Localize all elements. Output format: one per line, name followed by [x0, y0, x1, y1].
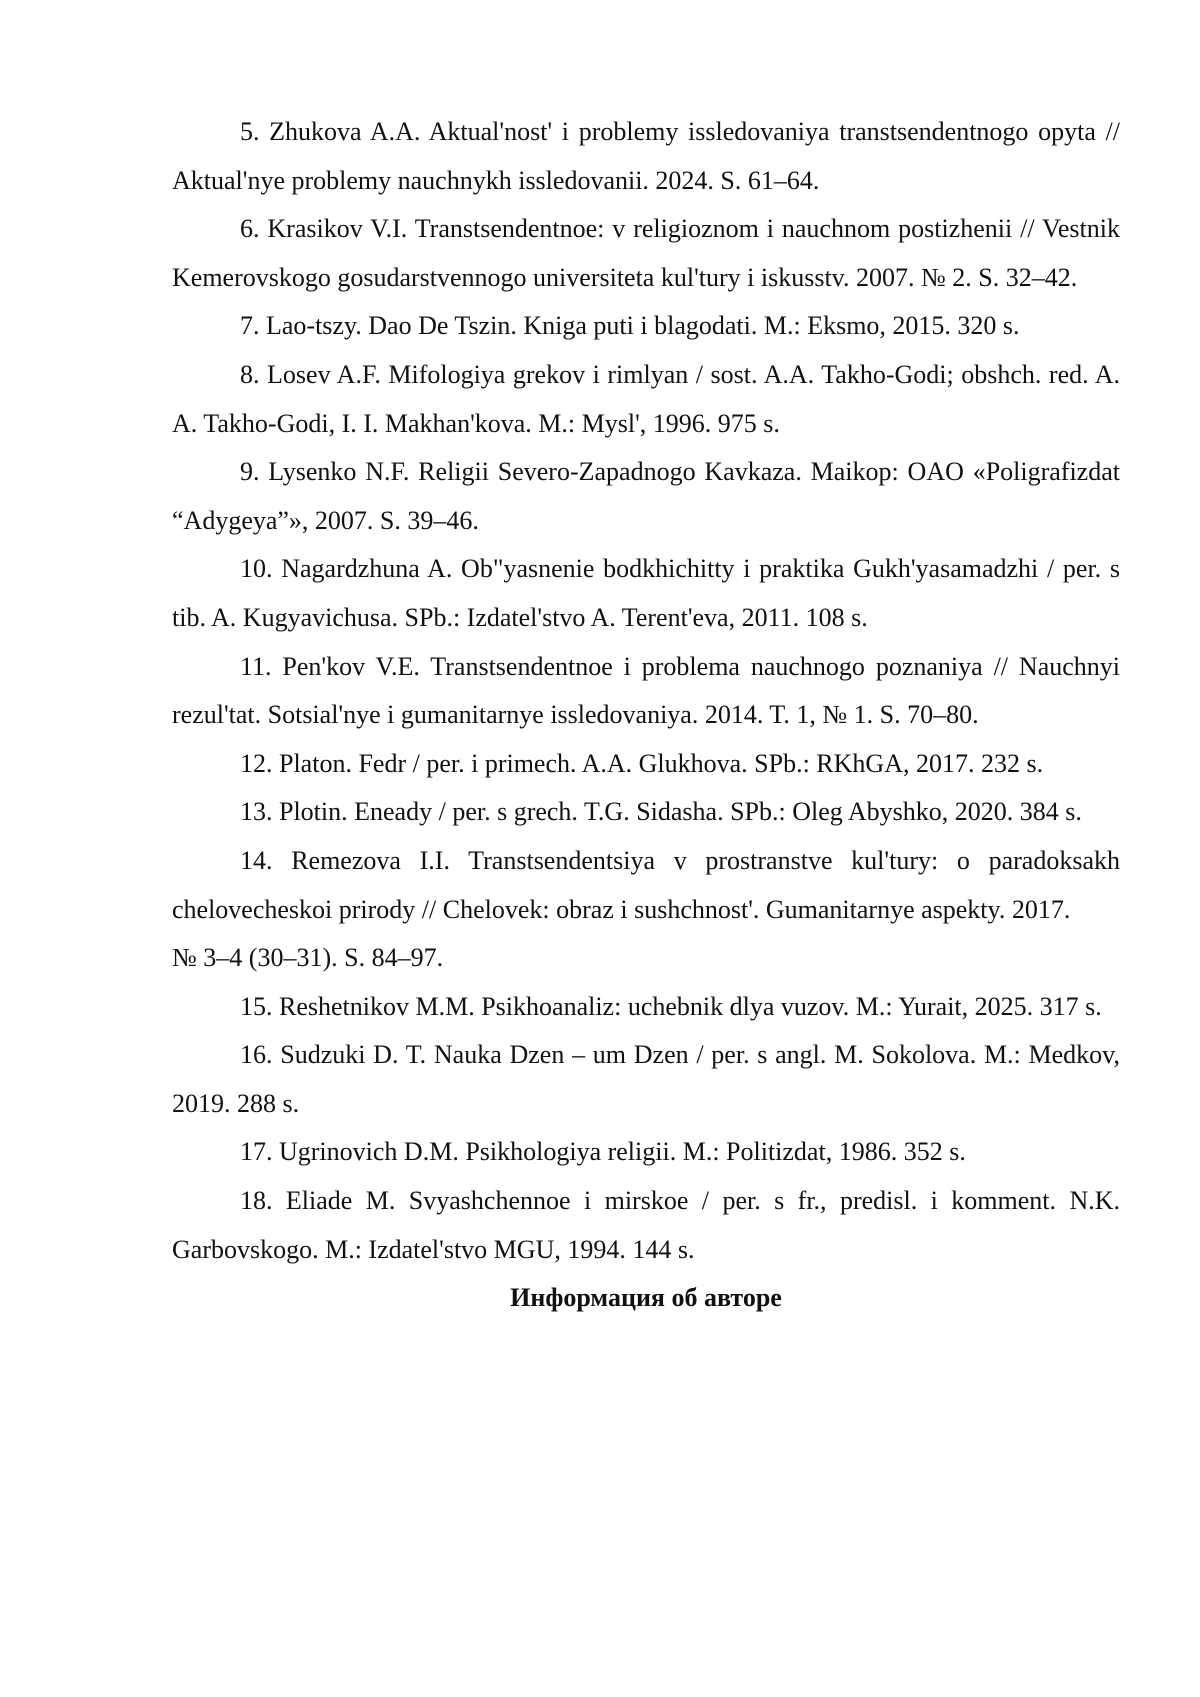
reference-6: 6. Krasikov V.I. Transtsendentnoe: v religioznom i nauchnom postizhenii // Vestnik Kemerovskogo gosudarstvennogo universiteta kul'tury i iskusstv. 2007. № 2. S. 32–42.	[172, 214, 1120, 292]
reference-18: 18. Eliade M. Svyashchennoe i mirskoe / per. s fr., predisl. i komment. N.K. Garbovskogo. M.: Izdatel'stvo MGU, 1994. 144 s.	[172, 1186, 1120, 1264]
reference-8: 8. Losev A.F. Mifologiya grekov i rimlyan / sost. A.A. Takho-Godi; obshch. red. A. A. Takho-Godi, I. I. Makhan'kova. M.: Mysl', 1996. 975 s.	[172, 359, 1120, 438]
reference-17: 17. Ugrinovich D.M. Psikhologiya religii. M.: Politizdat, 1986. 352 s.	[240, 1137, 966, 1167]
author-info-heading: Информация об авторе	[510, 1283, 782, 1313]
reference-10: 10. Nagardzhuna A. Ob"yasnenie bodkhichitty i praktika Gukh'yasamadzhi / per. s tib. A. Kugyavichusa. SPb.: Izdatel'stvo A. Terent'eva, 2011. 108 s.	[172, 554, 1120, 632]
reference-13: 13. Plotin. Eneady / per. s grech. T.G. Sidasha. SPb.: Oleg Abyshko, 2020. 384 s.	[240, 797, 1082, 827]
reference-7: 7. Lao-tszy. Dao De Tszin. Kniga puti i blagodati. M.: Eksmo, 2015. 320 s.	[240, 311, 1020, 341]
reference-11: 11. Pen'kov V.E. Transtsendentnoe i problema nauchnogo poznaniya // Nauchnyi rezul'tat. Sotsial'nye i gumanitarnye issledovaniya. 2014. T. 1, № 1. S. 70–80.	[172, 651, 1120, 730]
reference-9: 9. Lysenko N.F. Religii Severo-Zapadnogo Kavkaza. Maikop: OAO «Poligrafizdat “Adygeya”», 2007. S. 39–46.	[172, 457, 1120, 535]
document-page	[172, 108, 1120, 1323]
reference-14: 14. Remezova I.I. Transtsendentsiya v prostranstve kul'tury: o paradoksakh chelovecheskoi prirody // Chelovek: obraz i sushchnost'. Gumanitarnye aspekty. 2017.	[172, 845, 1120, 924]
reference-16: 16. Sudzuki D. T. Nauka Dzen – um Dzen / per. s angl. M. Sokolova. M.: Medkov, 2019. 288 s.	[172, 1040, 1120, 1118]
reference-15: 15. Reshetnikov M.M. Psikhoanaliz: uchebnik dlya vuzov. M.: Yurait, 2025. 317 s.	[240, 991, 1102, 1021]
reference-14-continuation: № 3–4 (30–31). S. 84–97.	[172, 943, 444, 973]
reference-5: 5. Zhukova A.A. Aktual'nost' i problemy issledovaniya transtsendentnogo opyta // Aktual'nye problemy nauchnykh issledovanii. 2024. S. 61–64.	[172, 117, 1120, 195]
reference-12: 12. Platon. Fedr / per. i primech. A.A. Glukhova. SPb.: RKhGA, 2017. 232 s.	[240, 748, 1044, 778]
